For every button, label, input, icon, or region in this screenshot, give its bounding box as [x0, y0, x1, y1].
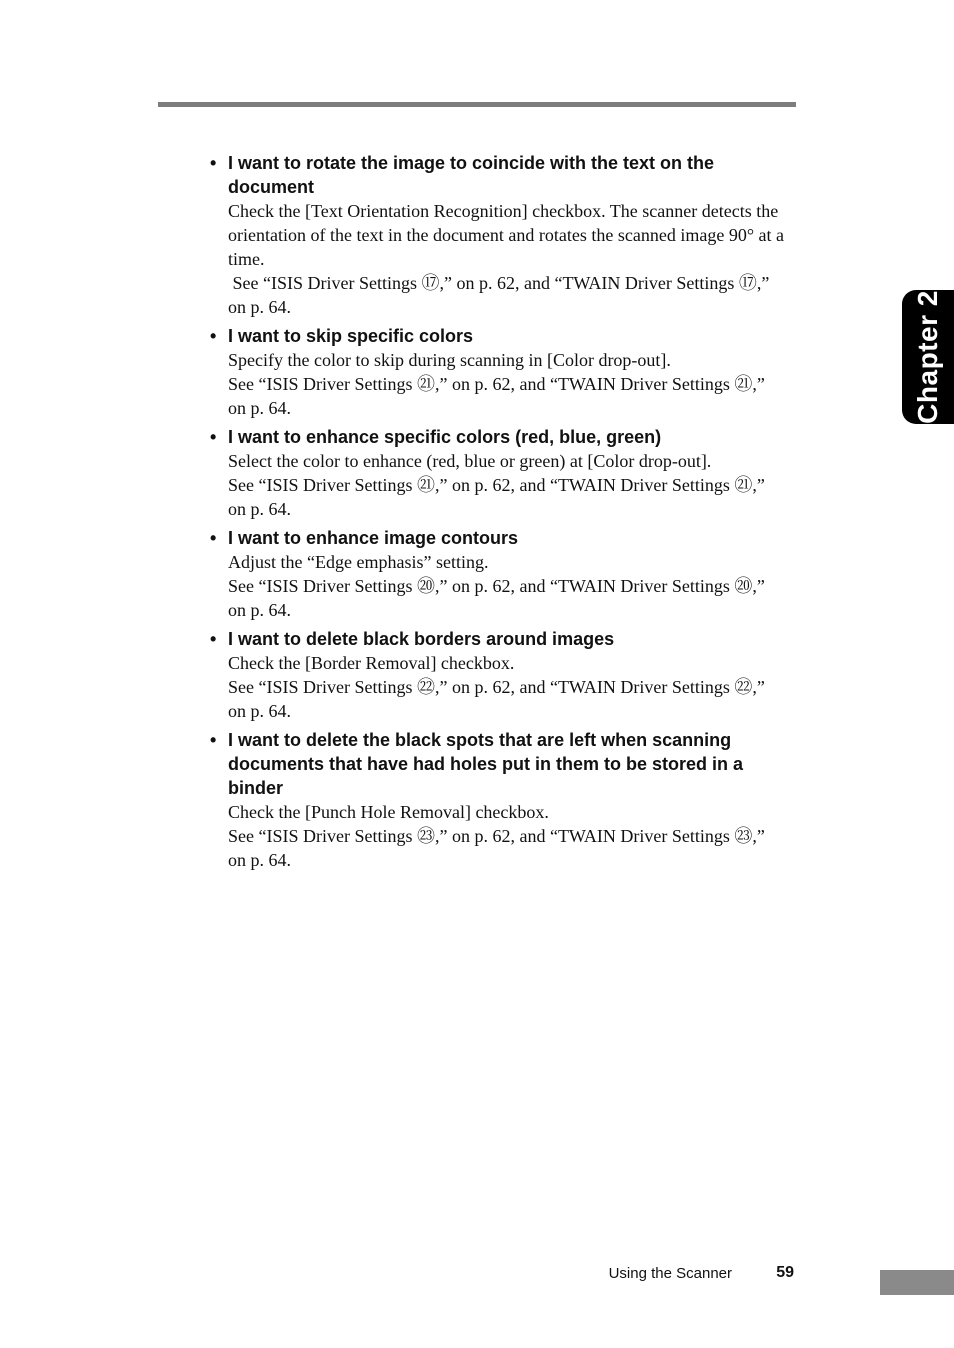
bullet-list	[210, 151, 794, 877]
item-body-line: See “ISIS Driver Settings ㉑,” on p. 62, and “TWAIN Driver Settings ㉑,”	[228, 374, 765, 394]
item-body-line: Specify the color to skip during scanning in [Color drop-out].	[228, 350, 671, 370]
list-item	[210, 627, 794, 723]
item-body-line: on p. 64.	[228, 850, 291, 870]
list-item	[210, 324, 794, 420]
item-body-line: Check the [Punch Hole Removal] checkbox.	[228, 802, 549, 822]
top-rule	[158, 102, 796, 107]
bullet-icon: •	[210, 629, 217, 649]
bullet-icon: •	[210, 153, 217, 173]
item-heading: I want to delete the black spots that are left when scanning documents that have had holes put in them to be stored in a binder	[228, 730, 744, 798]
item-body-line: time.	[228, 249, 265, 269]
item-heading: I want to rotate the image to coincide with the text on the document	[228, 153, 715, 197]
item-body-line: on p. 64.	[228, 701, 291, 721]
item-heading: I want to skip specific colors	[228, 326, 474, 346]
item-body-line: orientation of the text in the document and rotates the scanned image 90° at a	[228, 225, 785, 245]
item-heading: I want to delete black borders around images	[228, 629, 615, 649]
bullet-icon: •	[210, 730, 217, 750]
item-body-line: See “ISIS Driver Settings ⑳,” on p. 62, and “TWAIN Driver Settings ⑳,”	[228, 576, 765, 596]
item-body-line: on p. 64.	[228, 297, 291, 317]
item-heading: I want to enhance image contours	[228, 528, 519, 548]
footer-bar	[880, 1270, 954, 1295]
item-body-line: Adjust the “Edge emphasis” setting.	[228, 552, 489, 572]
footer-section-title: Using the Scanner	[608, 1265, 732, 1282]
chapter-tab-label: Chapter 2	[912, 290, 943, 424]
list-item	[210, 526, 794, 622]
item-body-line: See “ISIS Driver Settings ㉑,” on p. 62, and “TWAIN Driver Settings ㉑,”	[228, 475, 765, 495]
item-body-line: See “ISIS Driver Settings ㉒,” on p. 62, and “TWAIN Driver Settings ㉒,”	[228, 677, 765, 697]
item-body-line: Check the [Text Orientation Recognition] checkbox. The scanner detects the	[228, 201, 779, 221]
item-body-line: on p. 64.	[228, 398, 291, 418]
list-item	[210, 425, 794, 521]
list-item	[210, 728, 794, 872]
item-body-line: See “ISIS Driver Settings ⑰,” on p. 62, and “TWAIN Driver Settings ⑰,”	[228, 273, 770, 293]
item-body-line: See “ISIS Driver Settings ㉓,” on p. 62, and “TWAIN Driver Settings ㉓,”	[228, 826, 765, 846]
page-number: 59	[776, 1264, 794, 1281]
bullet-icon: •	[210, 528, 217, 548]
chapter-tab	[902, 290, 954, 424]
bullet-icon: •	[210, 326, 217, 346]
item-body-line: Check the [Border Removal] checkbox.	[228, 653, 515, 673]
item-body-line: Select the color to enhance (red, blue or green) at [Color drop-out].	[228, 451, 712, 471]
item-body-line: on p. 64.	[228, 499, 291, 519]
list-item	[210, 151, 794, 319]
item-body-line: on p. 64.	[228, 600, 291, 620]
bullet-icon: •	[210, 427, 217, 447]
item-heading: I want to enhance specific colors (red, blue, green)	[228, 427, 662, 447]
